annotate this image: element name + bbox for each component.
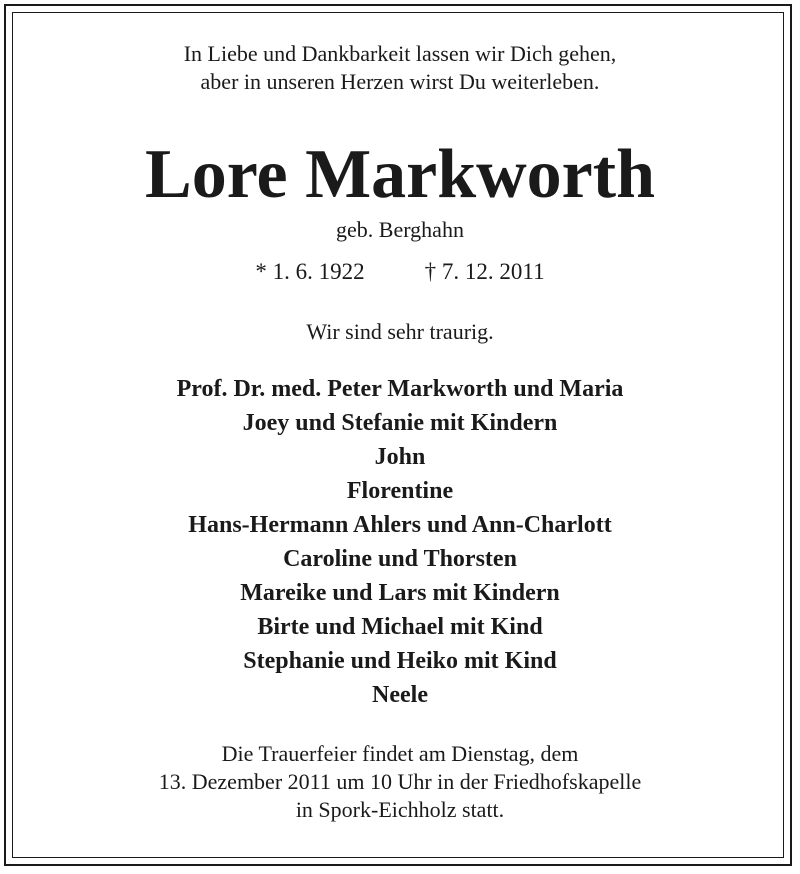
family-member: Hans-Hermann Ahlers und Ann-Charlott [188,512,612,538]
family-member: Mareike und Lars mit Kindern [240,580,560,606]
family-member: Florentine [346,478,454,504]
family-member: Neele [372,682,428,708]
life-dates [0,258,800,286]
service-line-1: Die Trauerfeier findet am Dienstag, dem [221,741,579,766]
family-member: Caroline und Thorsten [283,546,517,572]
family-member: Stephanie und Heiko mit Kind [243,648,557,674]
family-member: Joey und Stefanie mit Kindern [242,410,558,436]
sentiment-text: Wir sind sehr traurig. [306,319,494,344]
motto [0,40,800,96]
service-line-3: in Spork-Eichholz statt. [295,797,505,822]
family-member: Birte und Michael mit Kind [257,614,543,640]
deceased-name: Lore Markworth [145,136,655,213]
birth-date: * 1. 6. 1922 [255,259,365,284]
family-member: John [374,444,426,470]
motto-line-2: aber in unseren Herzen wirst Du weiterleben. [200,69,600,94]
born-name: geb. Berghahn [336,217,464,242]
service-line-2: 13. Dezember 2011 um 10 Uhr in der Friedhofskapelle [158,769,642,794]
family-list [0,372,800,712]
funeral-service-info [0,740,800,824]
motto-line-1: In Liebe und Dankbarkeit lassen wir Dich gehen, [183,41,617,66]
family-member: Prof. Dr. med. Peter Markworth und Maria [176,376,624,402]
death-date: † 7. 12. 2011 [424,259,545,284]
